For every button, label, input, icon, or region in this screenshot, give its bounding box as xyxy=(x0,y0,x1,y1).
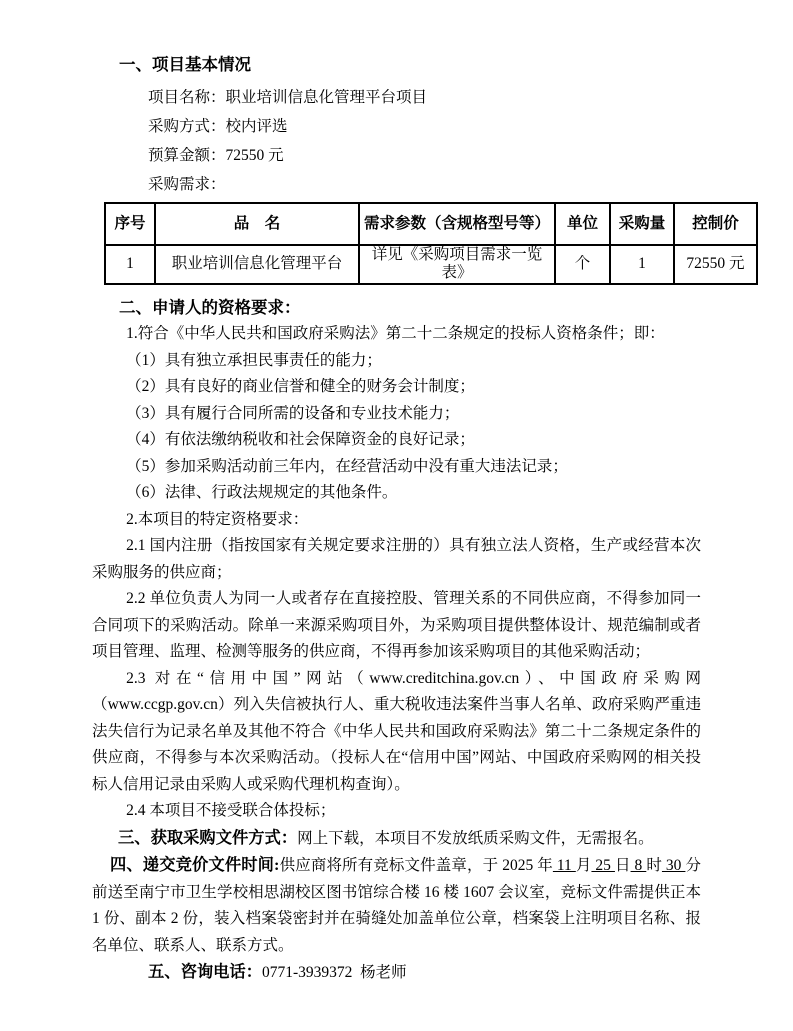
section1-items xyxy=(92,83,701,199)
qualification-item-3: （3）具有履行合同所需的设备和专业技术能力； xyxy=(126,404,460,422)
project-name-line: 项目名称：职业培训信息化管理平台项目 xyxy=(148,88,428,106)
deadline-day-value: 25 xyxy=(591,857,615,874)
cell-control-price: 72550 元 xyxy=(674,245,757,284)
table-row xyxy=(105,245,757,284)
cell-seq-no: 1 xyxy=(105,245,155,284)
section4-paragraph xyxy=(92,852,701,959)
col-header-quantity: 采购量 xyxy=(610,203,674,245)
section5-paragraph xyxy=(92,959,701,987)
col-header-control-price: 控制价 xyxy=(674,203,757,245)
section3-paragraph xyxy=(92,825,701,853)
qualification-item-1: （1）具有独立承担民事责任的能力； xyxy=(126,351,382,369)
section4-label: 四、递交竞价文件时间: xyxy=(110,855,280,874)
specific-qualification-2-4: 2.4 本项目不接受联合体投标； xyxy=(126,802,336,819)
section3-label: 三、获取采购文件方式： xyxy=(118,827,298,847)
qualification-item-5: （5）参加采购活动前三年内，在经营活动中没有重大违法记录； xyxy=(126,457,568,475)
specific-qualification-2-1: 2.1 国内注册（指按国家有关规定要求注册的）具有独立法人资格，生产或经营本次采购服务的供应商； xyxy=(92,537,701,581)
day-unit-label: 日 xyxy=(614,857,631,874)
table-header-row xyxy=(105,203,757,245)
procurement-method-line: 采购方式：校内评选 xyxy=(148,117,288,135)
section5-label: 五、咨询电话： xyxy=(148,962,262,981)
col-header-item-name: 品 名 xyxy=(155,203,359,245)
table-body xyxy=(105,245,757,284)
qualification-clause-1: 1.符合《中华人民共和国政府采购法》第二十二条规定的投标人资格条件；即： xyxy=(126,325,665,342)
col-header-unit: 单位 xyxy=(555,203,610,245)
section4-text-before-date: 供应商将所有竞标文件盖章，于 2025 年 xyxy=(279,857,553,874)
qualification-item-6: （6）法律、行政法规规定的其他条件。 xyxy=(126,484,398,501)
specific-qualification-heading: 2.本项目的特定资格要求： xyxy=(126,510,309,528)
table-header xyxy=(105,203,757,245)
procurement-demand-line: 采购需求： xyxy=(148,175,226,193)
specific-qualification-2-3: 2.3 对在“信用中国”网站（www.creditchina.gov.cn）、中国政府采购网（www.ccgp.gov.cn）列入失信被执行人、重大税收违法案件当事人名单、政府采购严重违法失信行为记录名单及其他不符合《中华人民共和国政府采购法》第二十二条规定条件的供应商，不得参与本次采购活动。（投标人在“信用中国”网站、中国政府采购网的相关投标人信用记录由采购人或采购代理机构查询）。 xyxy=(92,669,701,793)
hour-unit-label: 时 xyxy=(646,857,662,874)
section4-text-after-date: 分前送至南宁市卫生学校相思湖校区图书馆综合楼 16 楼 1607 会议室，竞标文件需提供正本 1 份、副本 2 份，装入档案袋密封并在骑缝处加盖单位公章，档案袋上注明项目名称、报名单位、联系人、联系方式。 xyxy=(92,857,701,954)
deadline-minute-value: 30 xyxy=(661,857,686,874)
cell-quantity: 1 xyxy=(610,245,674,284)
budget-amount-line: 预算金额：72550 元 xyxy=(148,146,284,164)
cell-spec-params: 详见《采购项目需求一览表》 xyxy=(359,245,555,284)
month-unit-label: 月 xyxy=(575,857,592,874)
cell-unit: 个 xyxy=(555,245,610,284)
section2-heading: 二、申请人的资格要求： xyxy=(119,297,301,317)
col-header-seq-no: 序号 xyxy=(105,203,155,245)
cell-item-name: 职业培训信息化管理平台 xyxy=(155,245,359,284)
section1-heading: 一、项目基本情况 xyxy=(119,55,251,74)
procurement-items-table xyxy=(104,202,758,285)
deadline-month-value: 11 xyxy=(552,857,576,874)
specific-qualification-2-2: 2.2 单位负责人为同一人或者存在直接控股、管理关系的不同供应商，不得参加同一合同项下的采购活动。除单一来源采购项目外，为采购项目提供整体设计、规范编制或者项目管理、监理、检测等服务的供应商，不得再参加该采购项目的其他采购活动； xyxy=(92,590,701,660)
qualification-item-2: （2）具有良好的商业信誉和健全的财务会计制度； xyxy=(126,378,475,395)
qualification-item-4: （4）有依法缴纳税收和社会保障资金的良好记录； xyxy=(126,431,475,448)
contact-phone-text: 0771-3939372 杨老师 xyxy=(261,964,407,981)
col-header-spec-params: 需求参数（含规格型号等） xyxy=(359,203,555,245)
deadline-hour-value: 8 xyxy=(630,857,647,874)
section3-text: 网上下载，本项目不发放纸质采购文件，无需报名。 xyxy=(297,829,654,847)
